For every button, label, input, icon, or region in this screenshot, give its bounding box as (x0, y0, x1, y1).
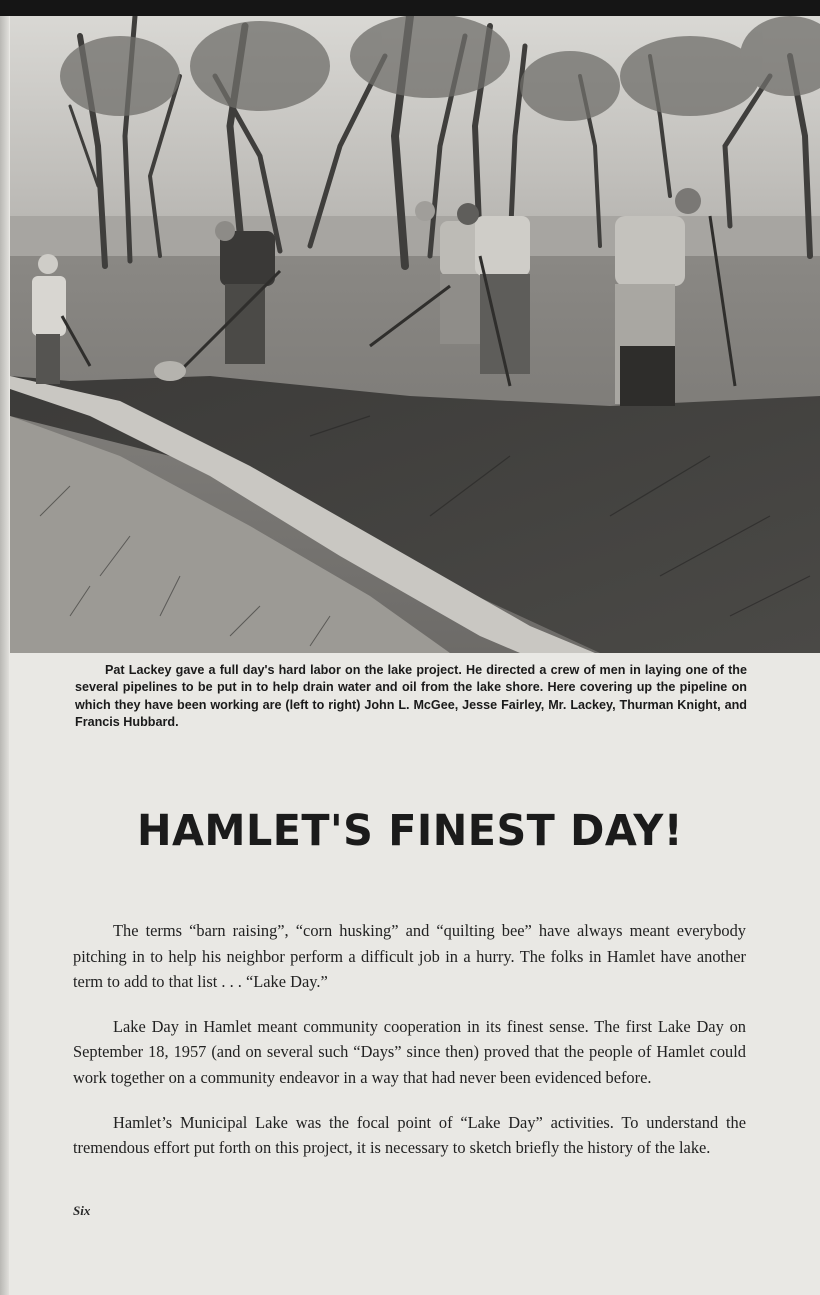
scan-top-border (0, 0, 820, 16)
body-paragraph: The terms “barn raising”, “corn husking” and “quilting bee” have always meant everybody pitching in to help his neighbor perform a difficult job in a hurry. The folks in Hamlet have another term to add to that list . . . “Lake Day.” (73, 921, 746, 992)
page-number: Six (73, 1203, 91, 1218)
work-crew-photo-icon (10, 16, 820, 653)
article-headline: HAMLET'S FINEST DAY! (136, 806, 684, 856)
work-crew-photo (10, 16, 820, 653)
body-paragraph: Lake Day in Hamlet meant community cooperation in its finest sense. The first Lake Day on September 18, 1957 (and on several such “Days” since then) proved that the people of Hamlet could work together on a community endeavor in a way that had never been evidenced before. (73, 1016, 746, 1087)
page-gutter-shadow (0, 16, 9, 1295)
body-paragraph: Hamlet’s Municipal Lake was the focal point of “Lake Day” activities. To understand the tremendous effort put forth on this project, it is necessary to sketch briefly the history of the lake. (73, 1112, 746, 1158)
article-body (73, 918, 746, 1180)
photo-caption: Pat Lackey gave a full day's hard labor on the lake project. He directed a crew of men in laying one of the several pipelines to be put in to help drain water and oil from the lake shore. Here covering up the pipeline on which they have been working are (left to right) John L. McGee, Jesse Fairley, Mr. Lackey, Thurman Knight, and Francis Hubbard. (75, 663, 747, 730)
